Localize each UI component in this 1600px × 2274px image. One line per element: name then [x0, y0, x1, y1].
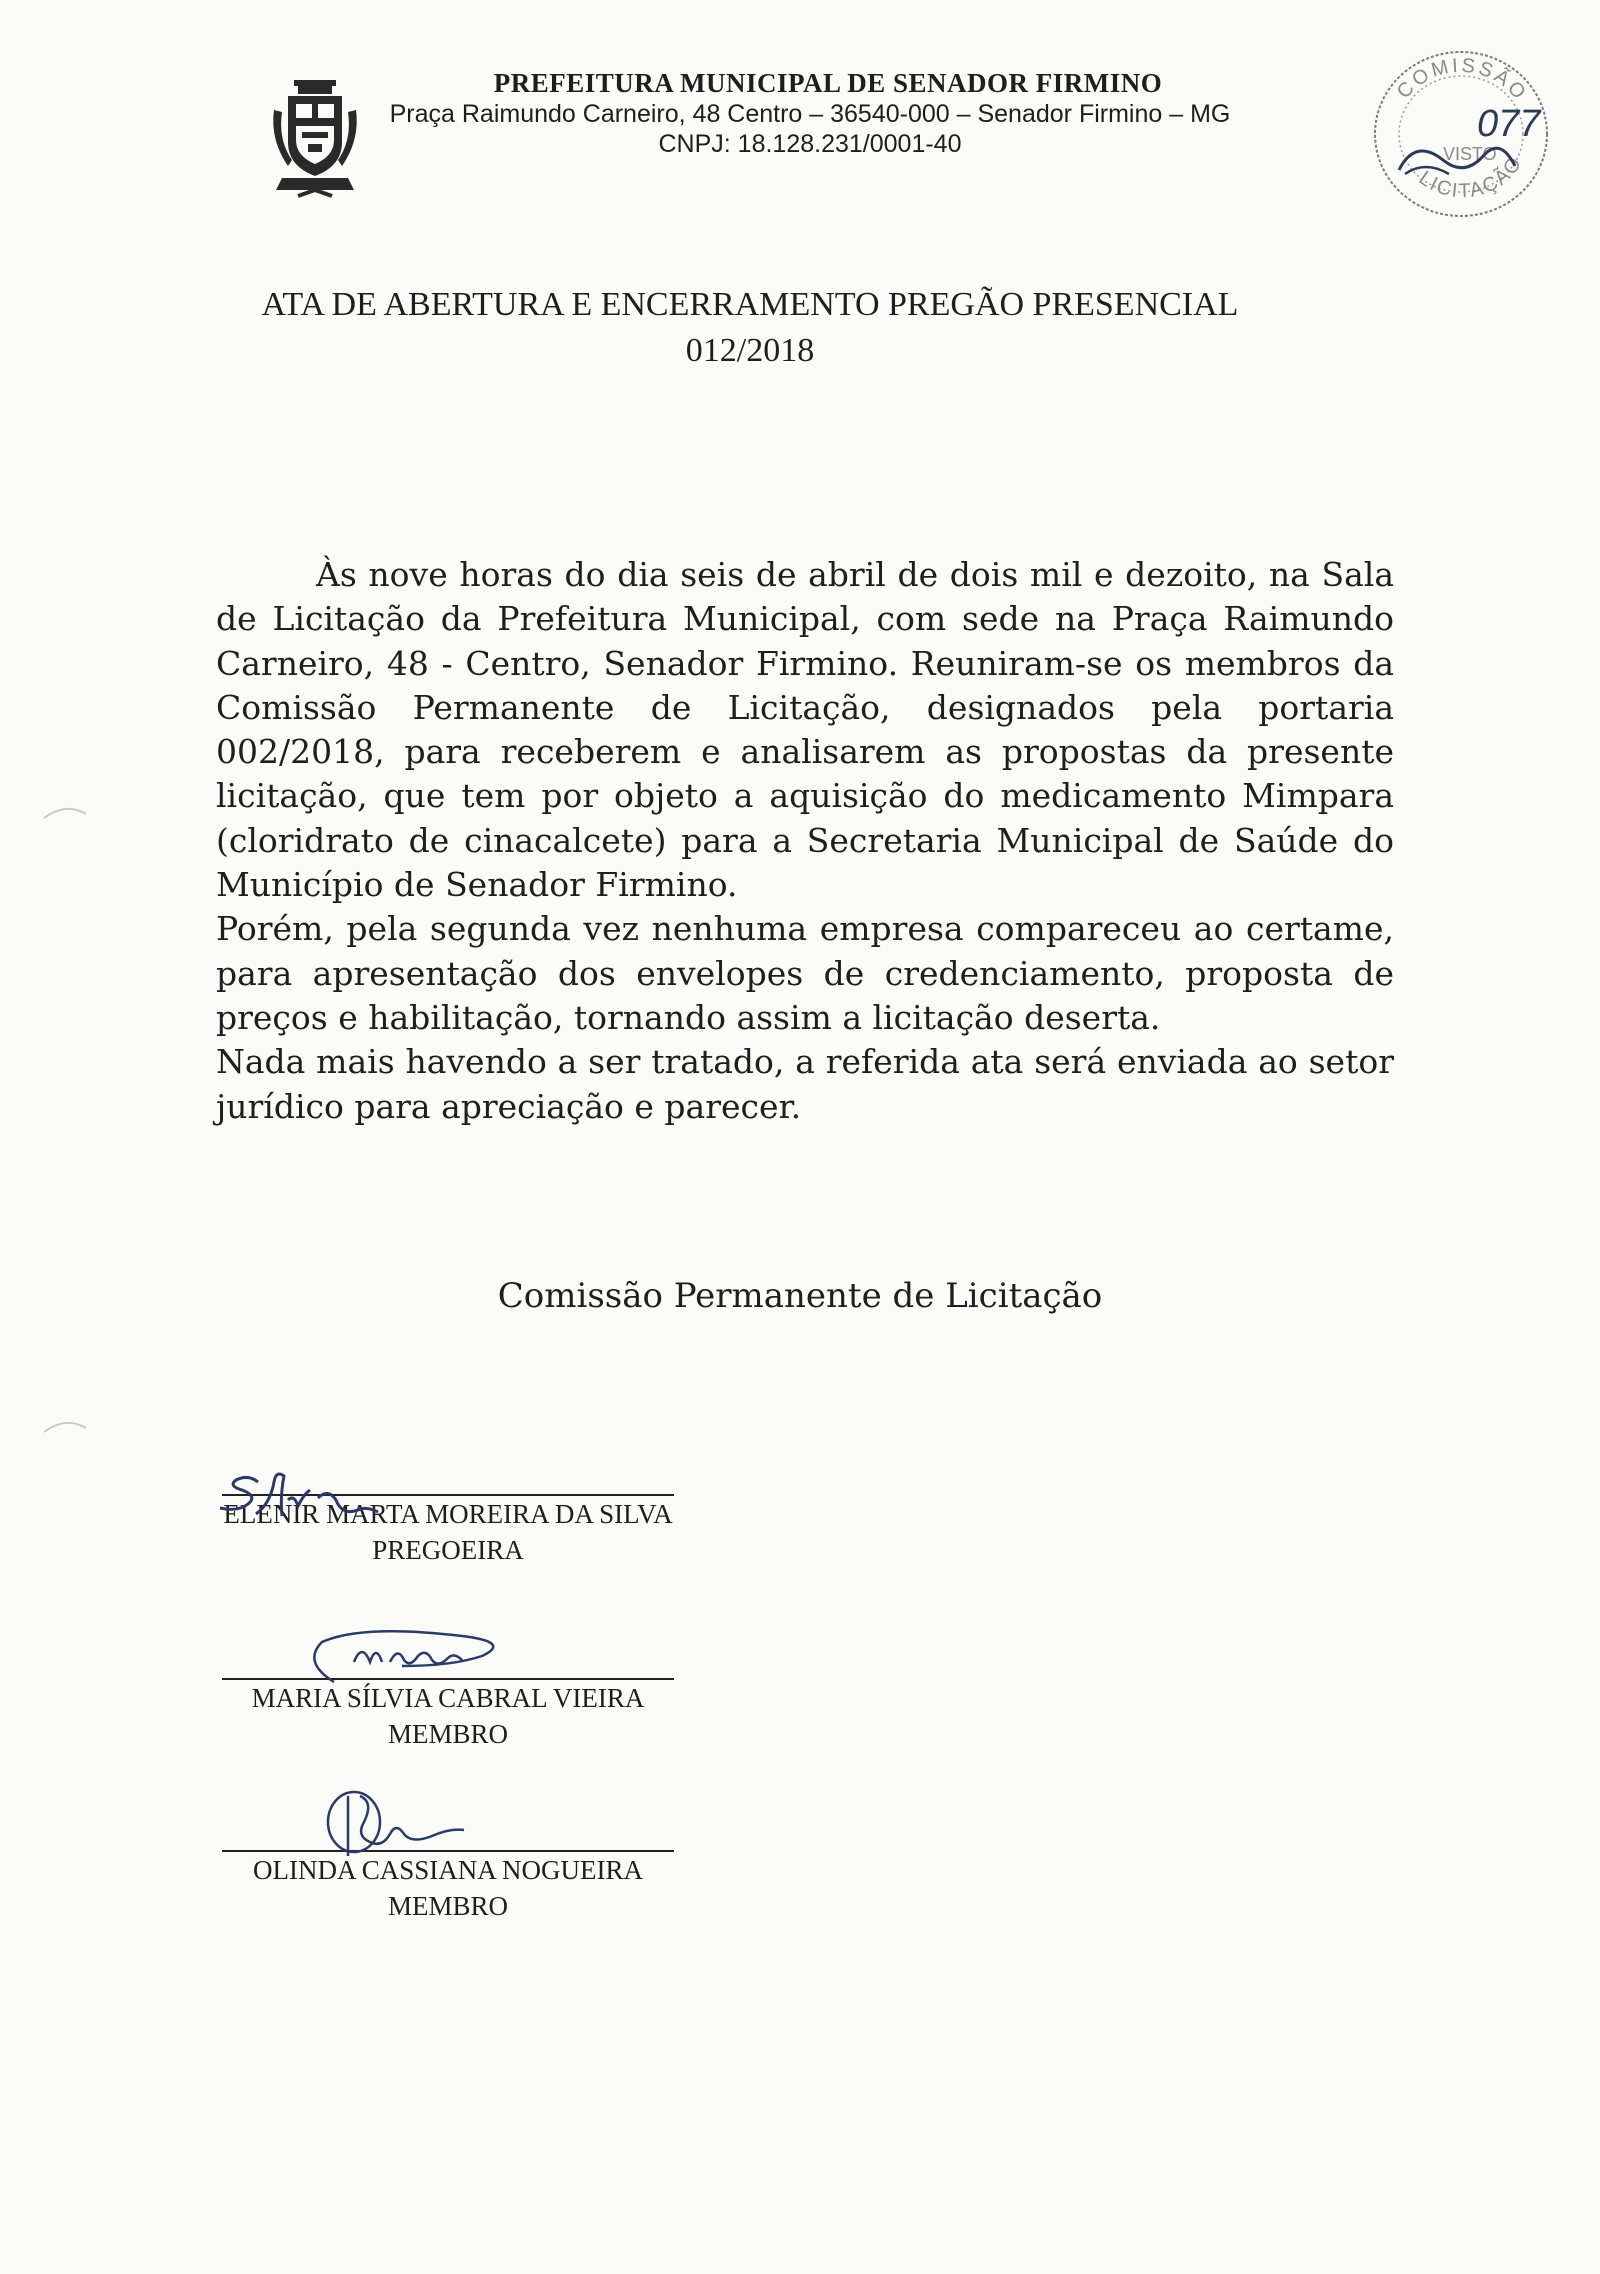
signatory-name: ELENIR MARTA MOREIRA DA SILVA [223, 1499, 673, 1529]
signatory-role: MEMBRO [387, 1891, 509, 1921]
punch-hole-mark-icon [40, 796, 90, 856]
signatory-name: OLINDA CASSIANA NOGUEIRA [252, 1855, 643, 1885]
handwritten-signature-icon [304, 1782, 474, 1862]
letterhead [270, 68, 1350, 159]
signature-block-member-2 [218, 1782, 708, 1924]
signatory-role: PREGOEIRA [372, 1535, 524, 1565]
paragraph-closing: Nada mais havendo a ser tratado, a referida ata será enviada ao setor jurídico para apreciação e parecer. [216, 1042, 1394, 1126]
paragraph-result: Porém, pela segunda vez nenhuma empresa compareceu ao certame, para apresentação dos envelopes de credenciamento, proposta de preços e habilitação, tornando assim a licitação deserta. [216, 909, 1394, 1037]
signature-block-member-1 [218, 1622, 708, 1752]
signatory-role: MEMBRO [387, 1719, 509, 1749]
organization-cnpj: CNPJ: 18.128.231/0001-40 [658, 130, 962, 158]
svg-text:VISTO: VISTO [1443, 144, 1497, 164]
title-line-2: 012/2018 [685, 332, 815, 369]
punch-hole-mark-icon [40, 1410, 90, 1470]
signatory-name: MARIA SÍLVIA CABRAL VIEIRA [251, 1683, 645, 1713]
organization-name: PREFEITURA MUNICIPAL DE SENADOR FIRMINO [493, 68, 1163, 98]
minutes-body [216, 553, 1394, 1129]
paragraph-opening: Às nove horas do dia seis de abril de dois mil e dezoito, na Sala de Licitação da Prefeitura Municipal, com sede na Praça Raimundo Carneiro, 48 - Centro, Senador Firmino. Reuniram-se os membros da Comissão Permanente de Licitação, designados pela portaria 002/2018, para receberem e analisarem as propostas da presente licitação, que tem por objeto a aquisição do medicamento Mimpara (cloridrato de cinacalcete) para a Secretaria Municipal de Saúde do Município de Senador Firmino. [216, 555, 1394, 905]
handwritten-signature-icon [218, 1460, 418, 1524]
signature-block-pregoeira [218, 1460, 708, 1568]
organization-address: Praça Raimundo Carneiro, 48 Centro – 36540-000 – Senador Firmino – MG [389, 100, 1231, 128]
svg-text:COMISSÃO: COMISSÃO [1392, 54, 1532, 106]
title-line-1: ATA DE ABERTURA E ENCERRAMENTO PREGÃO PRESENCIAL [261, 286, 1239, 323]
document-title [200, 282, 1300, 374]
handwritten-signature-icon [282, 1622, 542, 1692]
svg-text:LICITAÇÃO: LICITAÇÃO [1414, 151, 1528, 203]
commission-stamp-icon [1365, 42, 1555, 224]
commission-label: Comissão Permanente de Licitação [497, 1276, 1103, 1316]
svg-text:077: 077 [1477, 103, 1541, 145]
